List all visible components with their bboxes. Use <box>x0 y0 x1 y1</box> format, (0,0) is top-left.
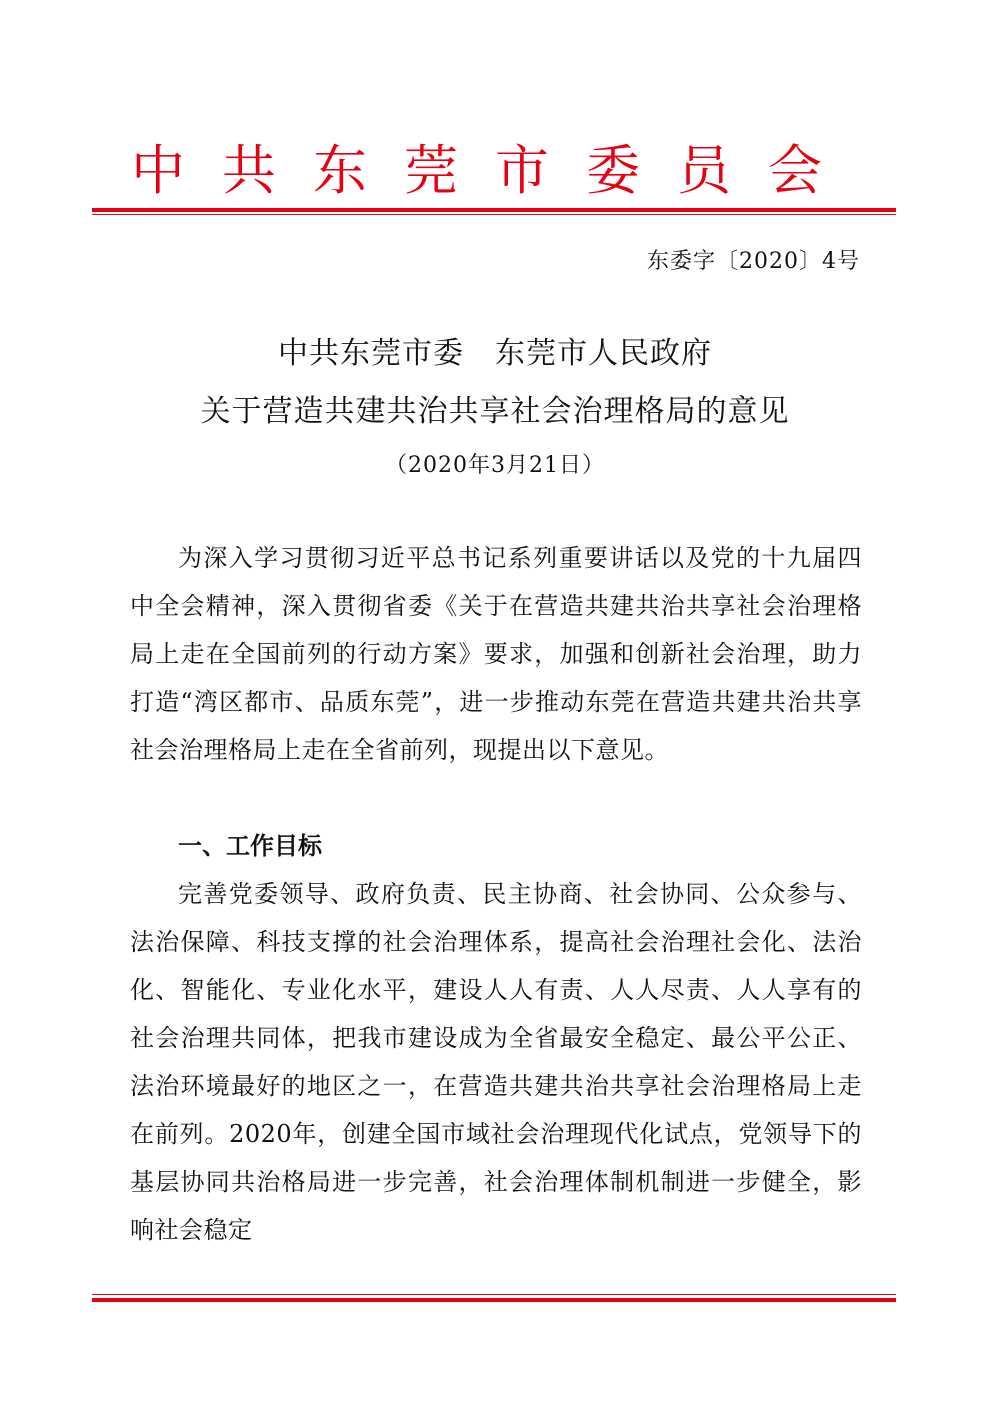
body-paragraph-goals: 完善党委领导、政府负责、民主协商、社会协同、公众参与、法治保障、科技支撑的社会治理体系，提高社会治理社会化、法治化、智能化、专业化水平，建设人人有责、人人尽责、人人享有的社会治理共同体，把我市建设成为全省最安全稳定、最公平公正、法治环境最好的地区之一，在营造共建共治共享社会治理格局上走在前列。2020年，创建全国市域社会治理现代化试点，党领导下的基层协同共治格局进一步完善，社会治理体制机制进一步健全，影响社会稳定 <box>130 880 862 1244</box>
document-number: 东委字〔2020〕4号 <box>647 249 860 274</box>
footer-rule-thin <box>92 1294 896 1295</box>
document-date: （2020年3月21日） <box>385 453 605 478</box>
masthead-title: 中共东莞市委员会 <box>131 139 859 202</box>
body-paragraph-intro: 为深入学习贯彻习近平总书记系列重要讲话以及党的十九届四中全会精神，深入贯彻省委《关于在营造共建共治共享社会治理格局上走在全国前列的行动方案》要求，加强和创新社会治理，助力打造“湾区都市、品质东莞”，进一步推动东莞在营造共建共治共享社会治理格局上走在全省前列，现提出以下意见。 <box>130 544 862 764</box>
masthead-rule-thin <box>92 214 896 215</box>
document-title-line1: 中共东莞市委 东莞市人民政府 <box>278 336 712 371</box>
document-title-line2: 关于营造共建共治共享社会治理格局的意见 <box>200 394 790 429</box>
masthead-rule-thick <box>92 208 896 212</box>
footer-rule-thick <box>92 1298 896 1302</box>
section-heading: 一、工作目标 <box>178 832 322 860</box>
